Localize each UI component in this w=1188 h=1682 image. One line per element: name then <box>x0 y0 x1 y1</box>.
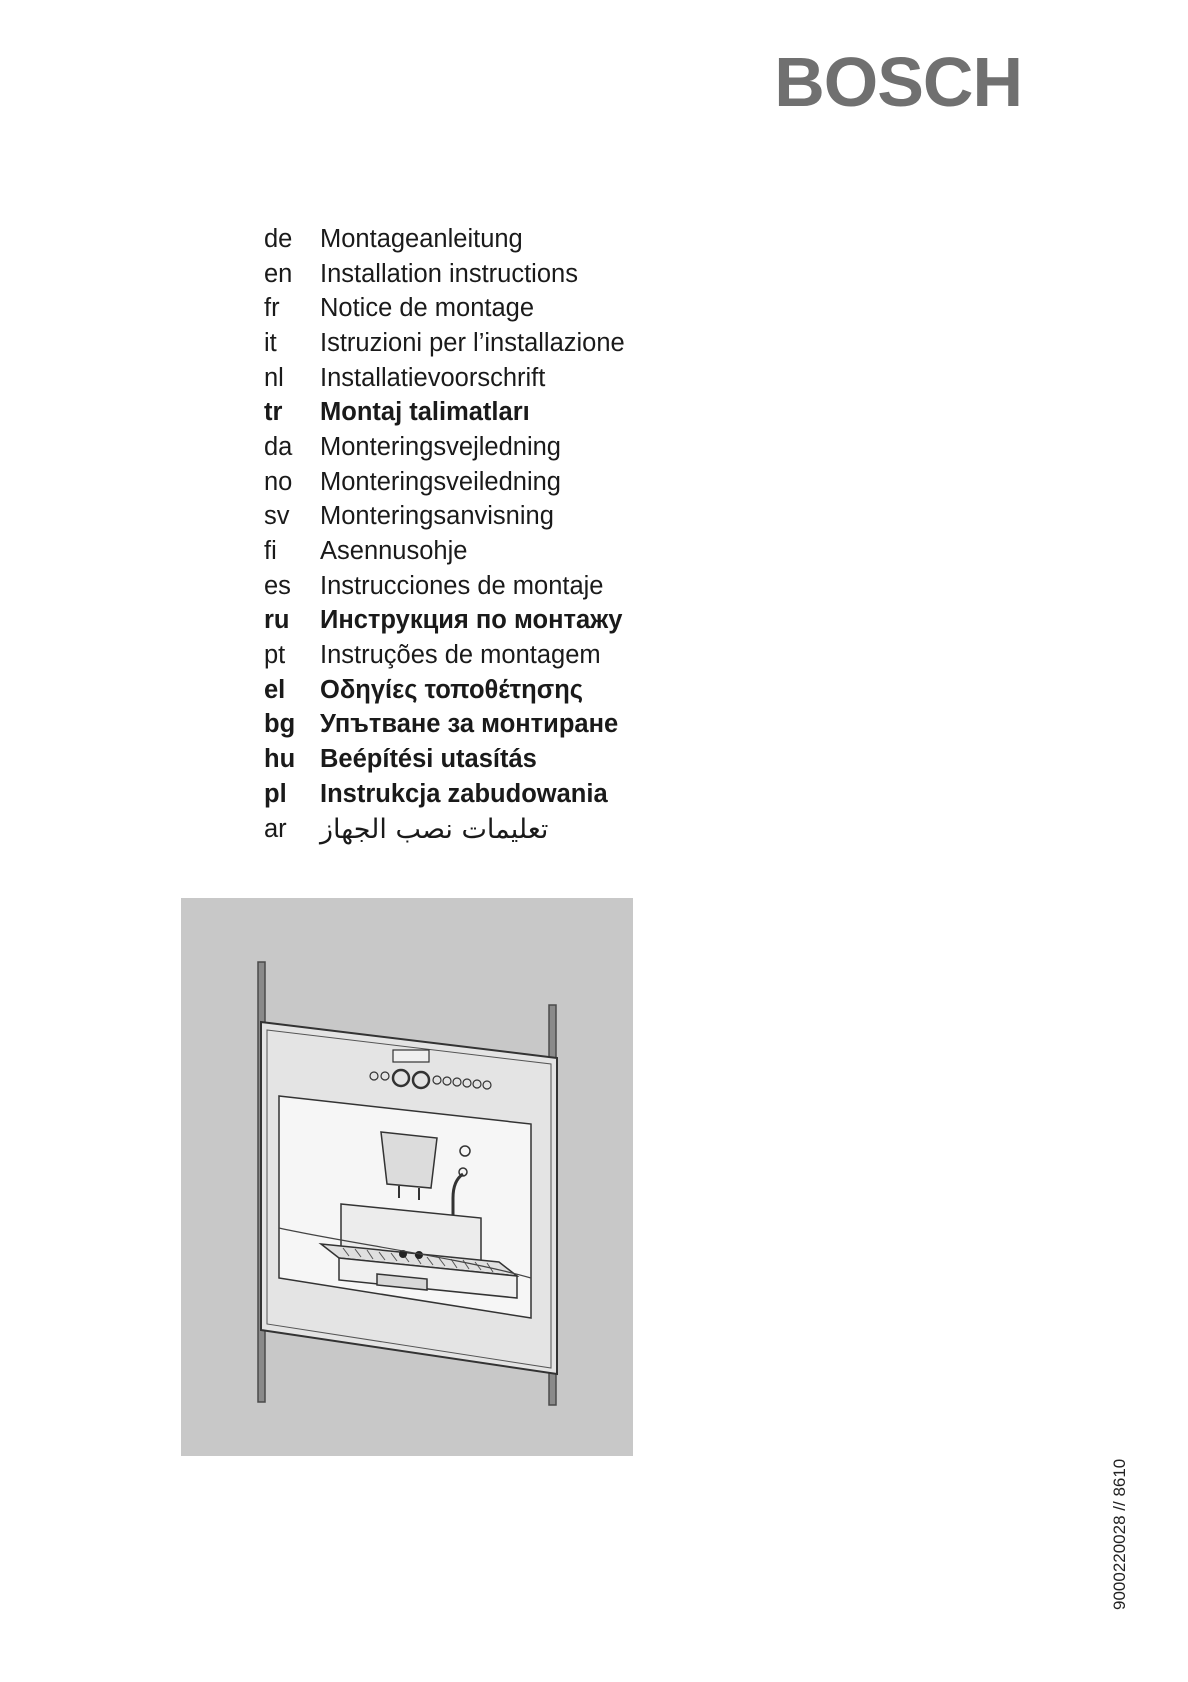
language-item-pt <box>264 638 625 673</box>
language-item-el <box>264 673 625 708</box>
language-title: Installatievoorschrift <box>320 363 546 392</box>
language-item-pl <box>264 777 625 812</box>
language-item-tr <box>264 395 625 430</box>
language-item-fr <box>264 291 625 326</box>
language-item-ru <box>264 604 625 639</box>
language-code: sv <box>264 502 290 531</box>
language-title: Οδηγίες τοποθέτησης <box>320 675 584 704</box>
language-item-hu <box>264 742 625 777</box>
display-icon <box>393 1050 429 1062</box>
language-item-es <box>264 569 625 604</box>
language-item-ar <box>264 812 625 847</box>
document-number: 9000220028 // 8610 <box>1110 1458 1129 1610</box>
language-item-no <box>264 465 625 500</box>
language-code: fr <box>264 294 280 323</box>
language-code: it <box>264 328 277 357</box>
language-item-de <box>264 222 625 257</box>
language-item-nl <box>264 361 625 396</box>
language-code: da <box>264 432 293 461</box>
language-code: en <box>264 259 293 288</box>
language-title: Monteringsvejledning <box>320 432 561 461</box>
language-item-en <box>264 257 625 292</box>
language-code: fi <box>264 537 277 566</box>
language-title: Installation instructions <box>320 259 578 288</box>
language-code: pl <box>264 779 287 808</box>
language-code: bg <box>264 710 296 739</box>
language-title: Monteringsveiledning <box>320 467 561 496</box>
language-title: Инструкция по монтажу <box>320 606 623 635</box>
language-code: ru <box>264 606 290 635</box>
language-item-bg <box>264 708 625 743</box>
language-title: Istruzioni per l’installazione <box>320 328 625 357</box>
language-title: Monteringsanvisning <box>320 502 554 531</box>
language-title: Asennusohje <box>320 537 468 566</box>
coffee-machine-illustration <box>181 898 633 1456</box>
language-title: Instruções de montagem <box>320 641 601 670</box>
language-item-it <box>264 326 625 361</box>
language-code: ar <box>264 814 287 843</box>
language-code: el <box>264 675 286 704</box>
language-title: Beépítési utasítás <box>320 745 537 774</box>
language-code: pt <box>264 641 286 670</box>
language-code: tr <box>264 398 283 427</box>
language-title: Montageanleitung <box>320 224 523 253</box>
language-code: no <box>264 467 293 496</box>
language-title: Instrucciones de montaje <box>320 571 604 600</box>
language-title: Instrukcja zabudowania <box>320 779 608 808</box>
language-title: Упътване за монтиране <box>320 710 619 739</box>
coffee-spout-icon <box>381 1132 437 1188</box>
language-list <box>264 222 625 846</box>
language-title: تعليمات نصب الجهاز <box>320 813 549 845</box>
language-item-sv <box>264 500 625 535</box>
language-item-fi <box>264 534 625 569</box>
language-item-da <box>264 430 625 465</box>
language-code: es <box>264 571 291 600</box>
language-code: de <box>264 224 293 253</box>
bosch-logo: BOSCH <box>774 43 1022 121</box>
language-title: Notice de montage <box>320 294 535 323</box>
language-code: hu <box>264 745 296 774</box>
language-code: nl <box>264 363 284 392</box>
language-title: Montaj talimatları <box>320 398 530 427</box>
